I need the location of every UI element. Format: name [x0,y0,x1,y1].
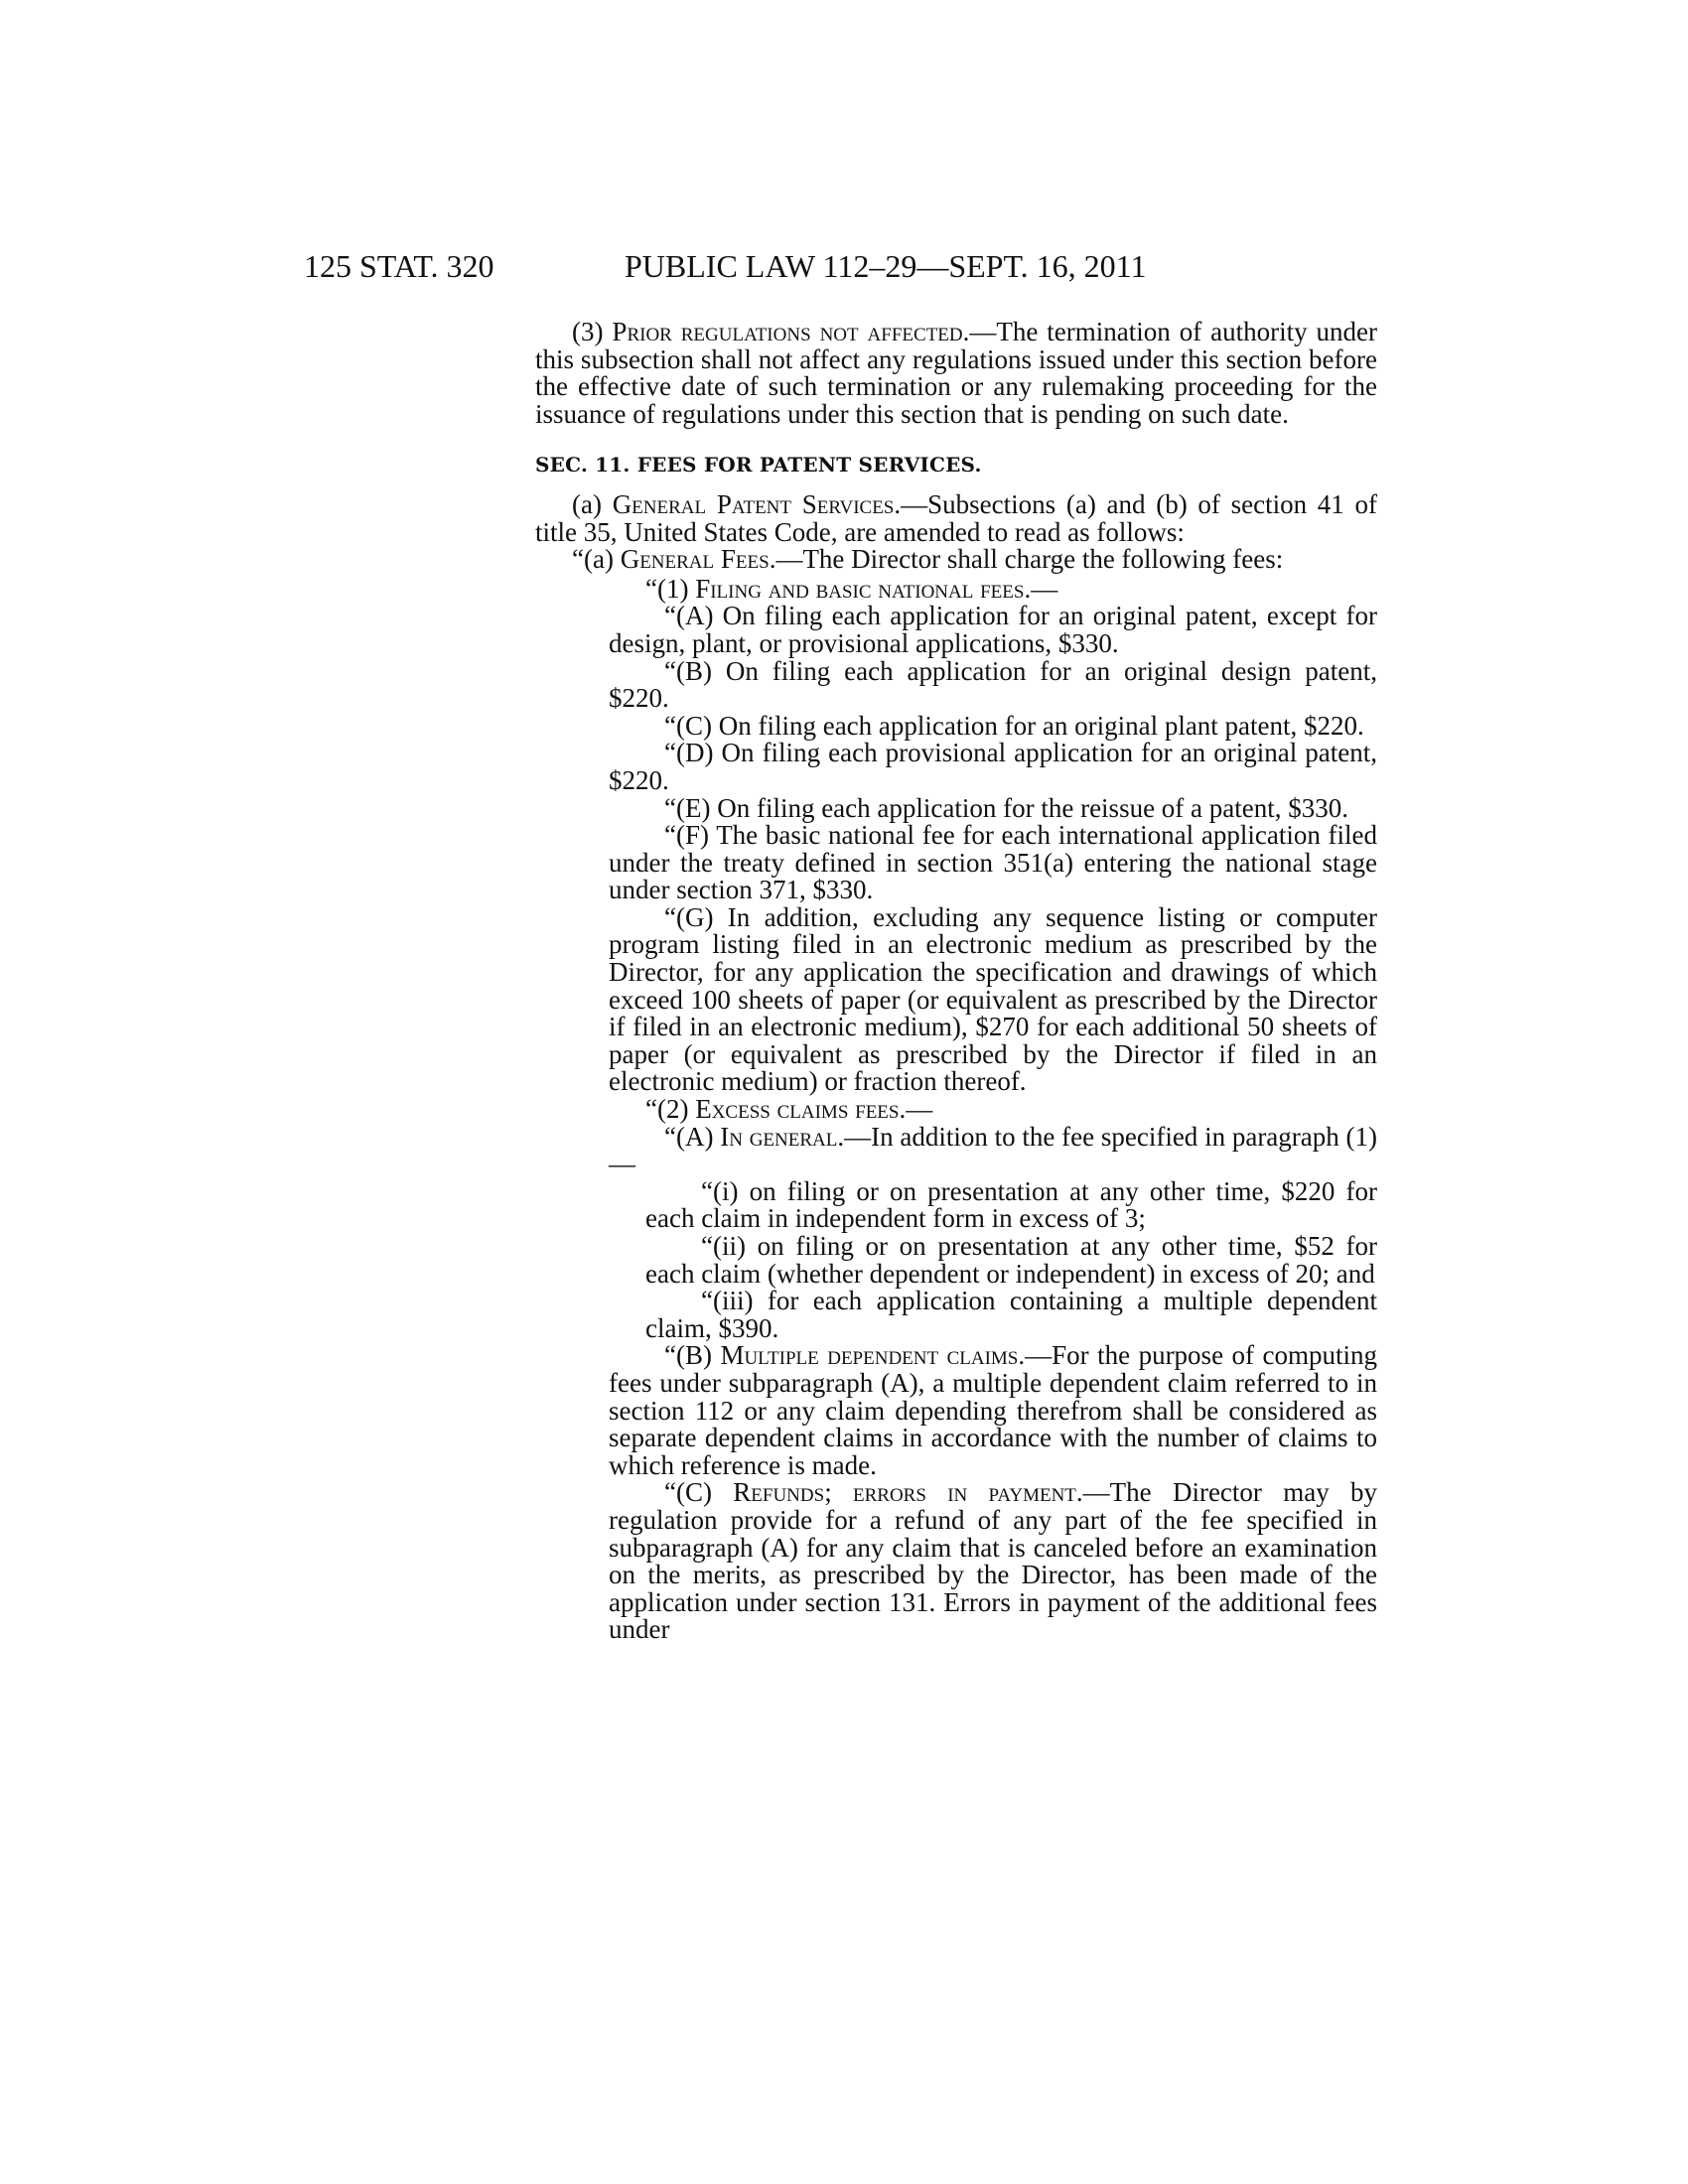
section-heading: SEC. 11. FEES FOR PATENT SERVICES. [535,453,982,478]
paragraph-heading: General Patent Services [612,488,895,519]
paragraph-heading: Refunds; errors in payment [733,1477,1076,1508]
subparagraph-1B: “(B) On filing each application for an original design patent, $220. [609,655,1377,714]
subparagraph-1D: “(D) On filing each provisional application for an original patent, $220. [609,738,1377,795]
paragraph-general-patent-services: (a) General Patent Services.—Subsections (a) and (b) of section 41 of title 35, United States Code, are amended to read as follows: [535,488,1378,547]
subparagraph-2B: “(B) Multiple dependent claims.—For the purpose of computing fees under subparagraph (A), a multiple dependent claim referred to in section 112 or any claim depending therefrom shall be considered as separate dependent claims in accordance with the number of claims to which reference is made. [609,1340,1377,1480]
paragraph-prior-regulations: (3) Prior regulations not affected.—The termination of authority under this subsection shall not affect any regulations issued under this section before the effective date of such termination or any rulemaking proceeding for the issuance of regulations under this section that is pending on such date. [535,317,1378,429]
paragraph-heading: In general [720,1121,838,1152]
public-law-title: PUBLIC LAW 112–29—SEPT. 16, 2011 [625,248,1147,284]
paragraph-heading: Excess claims fees [695,1094,900,1125]
paragraph-excess-claims-fees: “(2) Excess claims fees.— [645,1094,933,1125]
subparagraph-1A: “(A) On filing each application for an original patent, except for design, plant, or provisional applications, $330. [609,601,1377,658]
page-header [304,248,1376,288]
paragraph-heading: General Fees [620,544,770,575]
paragraph-heading: Prior regulations not affected [612,317,963,346]
paragraph-heading: Filing and basic national fees [695,573,1025,604]
subparagraph-1G: “(G) In addition, excluding any sequence listing or computer program listing filed in an electronic medium as prescribed by the Director, for any application the specification and drawings of which exceed 100 sheets of paper (or equivalent as prescribed by the Director if filed in an electronic medium), $270 for each additional 50 sheets of paper (or equivalent as prescribed by the Director if filed in an electronic medium) or fraction thereof. [609,901,1377,1097]
subparagraph-2C: “(C) Refunds; errors in payment.—The Director may by regulation provide for a refund of any part of the fee specified in subparagraph (A) for any claim that is canceled before an examination on the merits, as prescribed by the Director, has been made of the application under section 131. Errors in payment of the additional fees under [609,1477,1377,1645]
document-body [535,319,1377,1644]
subparagraph-2A: “(A) In general.—In addition to the fee specified in paragraph (1)— [609,1121,1378,1179]
paragraph-filing-fees: “(1) Filing and basic national fees.— [645,573,1058,604]
subparagraph-1E: “(E) On filing each application for the reissue of a patent, $330. [664,792,1349,823]
clause-2Aii: “(ii) on filing or on presentation at any other time, $52 for each claim (whether dependent or independent) in excess of 20; and [645,1231,1377,1289]
subparagraph-1C: “(C) On filing each application for an original plant patent, $220. [664,710,1364,741]
subparagraph-1F: “(F) The basic national fee for each international application filed under the treaty defined in section 351(a) entering the national stage under section 371, $330. [609,820,1377,905]
stat-page-number: 125 STAT. 320 [304,248,494,284]
clause-2Ai: “(i) on filing or on presentation at any other time, $220 for each claim in independent form in excess of 3; [645,1175,1377,1234]
paragraph-heading: Multiple dependent claims [720,1340,1019,1371]
paragraph-general-fees: “(a) General Fees.—The Director shall charge the following fees: [572,544,1284,575]
clause-2Aiii: “(iii) for each application containing a multiple dependent claim, $390. [645,1286,1377,1343]
